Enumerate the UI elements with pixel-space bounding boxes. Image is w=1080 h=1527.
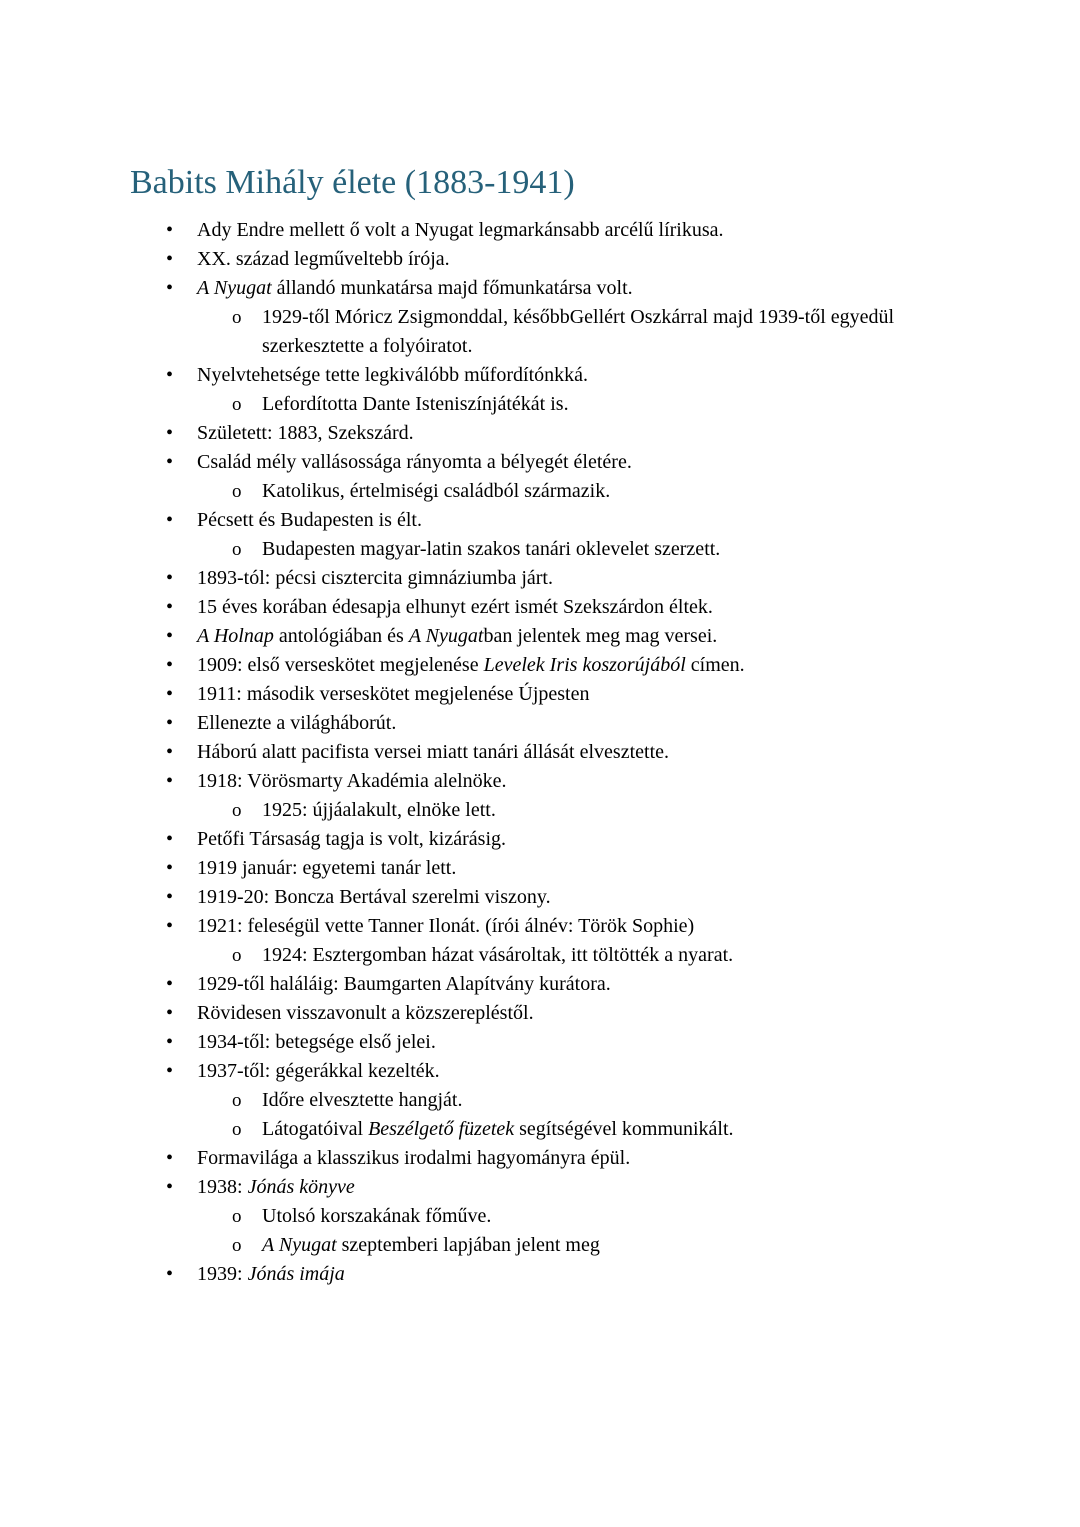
bullet-marker: • <box>166 654 174 677</box>
bullet-marker: • <box>166 1002 174 1025</box>
list-item-text: 1911: második verseskötet megjelenése Újpesten <box>197 683 590 706</box>
list-item <box>130 477 955 506</box>
list-item <box>130 390 955 419</box>
list-item <box>130 941 955 970</box>
bullet-marker: • <box>166 277 174 300</box>
list-item-text: Született: 1883, Szekszárd. <box>197 422 414 445</box>
list-item <box>130 1260 955 1289</box>
list-item <box>130 1115 955 1144</box>
list-item <box>130 622 955 651</box>
list-item-text: 1909: első verseskötet megjelenése Levelek Iris koszorújából címen. <box>197 654 745 677</box>
list-item-text: 1929-től haláláig: Baumgarten Alapítvány kurátora. <box>197 973 611 996</box>
list-item <box>130 564 955 593</box>
circle-marker: o <box>232 1206 242 1228</box>
list-item-text: A Holnap antológiában és A Nyugatban jelentek meg mag versei. <box>197 625 718 648</box>
list-item <box>130 506 955 535</box>
circle-marker: o <box>232 1119 242 1141</box>
list-item-text: XX. század legműveltebb írója. <box>197 248 450 271</box>
list-item-text: 1918: Vörösmarty Akadémia alelnöke. <box>197 770 507 793</box>
list-item <box>130 1231 955 1260</box>
bullet-marker: • <box>166 509 174 532</box>
list-item <box>130 825 955 854</box>
list-item-text: Háború alatt pacifista versei miatt tanári állását elvesztette. <box>197 741 670 764</box>
list-item <box>130 651 955 680</box>
list-item-text: 1938: Jónás könyve <box>197 1176 355 1199</box>
bullet-marker: • <box>166 973 174 996</box>
list-item <box>130 680 955 709</box>
list-item-text: Család mély vallásossága rányomta a bélyegét életére. <box>197 451 632 474</box>
list-item <box>130 1057 955 1086</box>
list-item <box>130 1173 955 1202</box>
list-item <box>130 303 955 361</box>
bullet-marker: • <box>166 1031 174 1054</box>
bullet-marker: • <box>166 451 174 474</box>
bullet-marker: • <box>166 886 174 909</box>
list-item <box>130 854 955 883</box>
list-item <box>130 216 955 245</box>
list-item-text: Formavilága a klasszikus irodalmi hagyományra épül. <box>197 1147 631 1170</box>
bullet-marker: • <box>166 741 174 764</box>
list-item <box>130 593 955 622</box>
list-item-text: A Nyugat állandó munkatársa majd főmunkatársa volt. <box>197 277 633 300</box>
list-item-text: Időre elvesztette hangját. <box>262 1089 463 1112</box>
list-item-text: Utolsó korszakának főműve. <box>262 1205 492 1228</box>
bullet-marker: • <box>166 364 174 387</box>
list-item <box>130 1086 955 1115</box>
bullet-list <box>130 216 955 1289</box>
list-item <box>130 448 955 477</box>
circle-marker: o <box>232 307 242 329</box>
list-item <box>130 709 955 738</box>
bullet-marker: • <box>166 770 174 793</box>
list-item-text: A Nyugat szeptemberi lapjában jelent meg <box>262 1234 600 1257</box>
circle-marker: o <box>232 800 242 822</box>
list-item-text: 1924: Esztergomban házat vásároltak, itt töltötték a nyarat. <box>262 944 734 967</box>
list-item-text: Budapesten magyar-latin szakos tanári oklevelet szerzett. <box>262 538 721 561</box>
list-item-text: Pécsett és Budapesten is élt. <box>197 509 422 532</box>
list-item-text: 1919-20: Boncza Bertával szerelmi viszony. <box>197 886 551 909</box>
list-item-text: Petőfi Társaság tagja is volt, kizárásig. <box>197 828 506 851</box>
bullet-marker: • <box>166 915 174 938</box>
list-item <box>130 361 955 390</box>
bullet-marker: • <box>166 422 174 445</box>
list-item <box>130 419 955 448</box>
page-title: Babits Mihály élete (1883-1941) <box>130 164 575 201</box>
list-item-text: 1925: újjáalakult, elnöke lett. <box>262 799 496 822</box>
bullet-marker: • <box>166 596 174 619</box>
bullet-marker: • <box>166 1147 174 1170</box>
list-item <box>130 767 955 796</box>
bullet-marker: • <box>166 219 174 242</box>
bullet-marker: • <box>166 1263 174 1286</box>
list-item <box>130 1202 955 1231</box>
list-item <box>130 1144 955 1173</box>
list-item <box>130 274 955 303</box>
list-item-text: Látogatóival Beszélgető füzetek segítségével kommunikált. <box>262 1118 734 1141</box>
list-item-text: Nyelvtehetsége tette legkiválóbb műfordítónkká. <box>197 364 588 387</box>
list-item-text: 1919 január: egyetemi tanár lett. <box>197 857 457 880</box>
list-item <box>130 999 955 1028</box>
bullet-marker: • <box>166 857 174 880</box>
list-item-text: 1939: Jónás imája <box>197 1263 345 1286</box>
bullet-marker: • <box>166 625 174 648</box>
circle-marker: o <box>232 1235 242 1257</box>
circle-marker: o <box>232 945 242 967</box>
list-item-text: Rövidesen visszavonult a közszerepléstől. <box>197 1002 534 1025</box>
list-item-text: 1921: feleségül vette Tanner Ilonát. (írói álnév: Török Sophie) <box>197 915 695 938</box>
list-item <box>130 912 955 941</box>
list-item-text: Katolikus, értelmiségi családból származik. <box>262 480 611 503</box>
list-item-text: 1937-től: gégerákkal kezelték. <box>197 1060 440 1083</box>
bullet-marker: • <box>166 828 174 851</box>
list-item <box>130 738 955 767</box>
list-item <box>130 535 955 564</box>
list-item-text: 1929-től Móricz Zsigmonddal, későbbGellért Oszkárral majd 1939-től egyedül szerkesztette a folyóiratot. <box>262 306 895 358</box>
bullet-marker: • <box>166 1176 174 1199</box>
list-item <box>130 245 955 274</box>
list-item <box>130 796 955 825</box>
circle-marker: o <box>232 481 242 503</box>
list-item-text: 1934-től: betegsége első jelei. <box>197 1031 436 1054</box>
bullet-marker: • <box>166 683 174 706</box>
list-item <box>130 883 955 912</box>
circle-marker: o <box>232 1090 242 1112</box>
bullet-marker: • <box>166 712 174 735</box>
list-item <box>130 970 955 999</box>
circle-marker: o <box>232 539 242 561</box>
circle-marker: o <box>232 394 242 416</box>
bullet-marker: • <box>166 1060 174 1083</box>
bullet-marker: • <box>166 248 174 271</box>
list-item <box>130 1028 955 1057</box>
list-item-text: 1893-tól: pécsi cisztercita gimnáziumba járt. <box>197 567 553 590</box>
list-item-text: Lefordította Dante Isteniszínjátékát is. <box>262 393 569 416</box>
list-item-text: Ellenezte a világháborút. <box>197 712 397 735</box>
bullet-marker: • <box>166 567 174 590</box>
list-item-text: 15 éves korában édesapja elhunyt ezért ismét Szekszárdon éltek. <box>197 596 713 619</box>
list-item-text: Ady Endre mellett ő volt a Nyugat legmarkánsabb arcélű lírikusa. <box>197 219 724 242</box>
